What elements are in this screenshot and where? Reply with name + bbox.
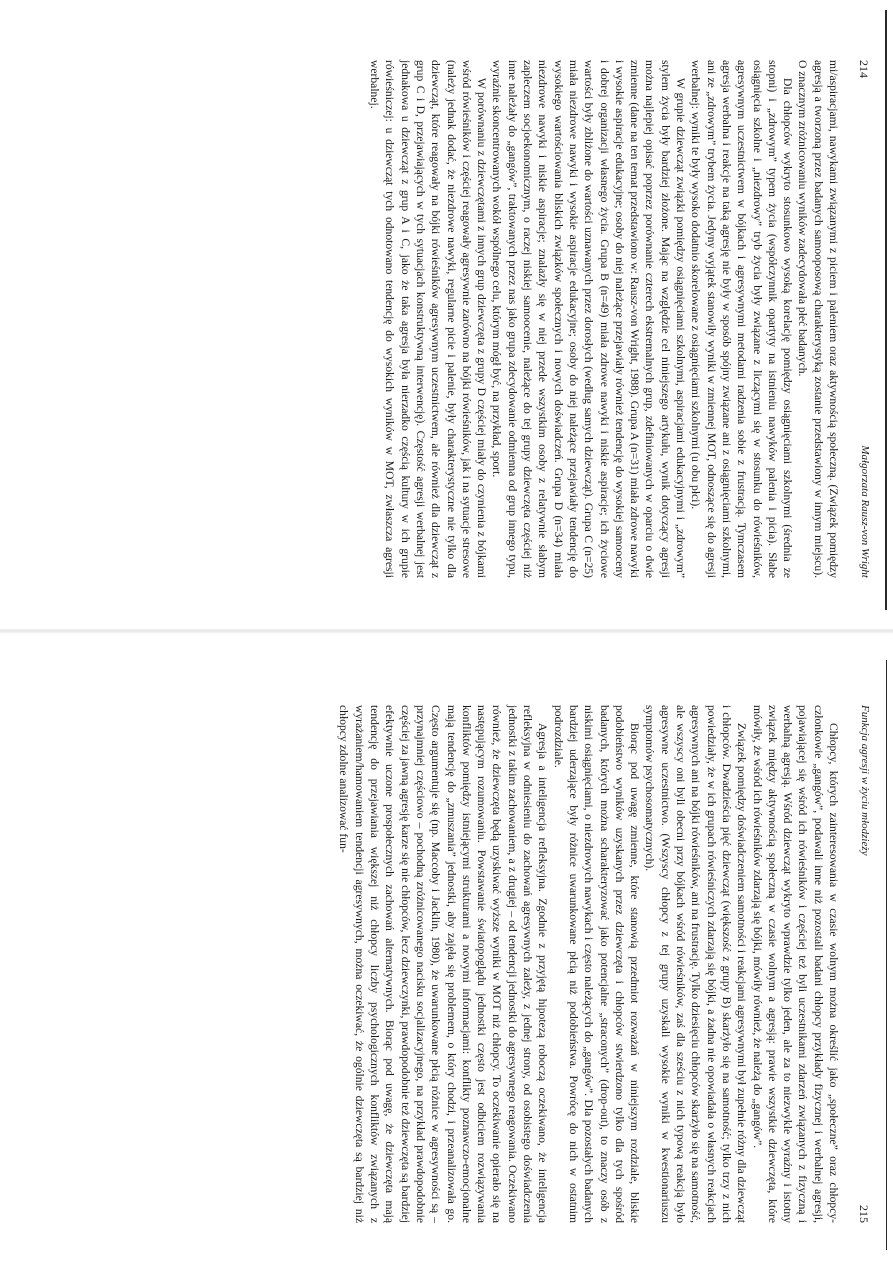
paragraph: Biorąc pod uwagę zmienne, które stanowią przedmiot rozważań w niniejszym rozdziale, bliskie podobieństwo wyników uzyskanych przez dziewczęta i chłopców stwierdzono tylko dla tych spośród badanych, których można scharakteryzować jako potencjalne „straconych” (drop-out), to znaczy osób z niskimi osiągnięciami, o niezdrowych nawykach i często należących do „gangów”. Dla pozostałych badanych bardziej uderzające były różnice uwarunkowane płcią niż podobieństwa. Powrócę do nich w ostatnim podrozdziale. bbox=[551, 705, 642, 1223]
paragraph: Chłopcy, których zainteresowania w czasie wolnym można określić jako „społeczne” oraz chłopcy-członkowie „gangów”, podawali inne niż pozostali badani chłopcy przykłady fizycznej i werbalnej agresji, pojawiającej się wśród ich rówieśników i częściej też byli uczestnikami zdarzeń związanych z fizyczną i werbalną agresją. Wśród dziewcząt wykryto wprawdzie tylko jeden, ale za to niezwykle wyraźny i istotny związek między aktywnością społeczną w czasie wolnym a agresją: prawie wszystkie dziewczęta, które mówiły, że wśród ich rówieśników zdarzają się bójki, mówiły również, że należą do „gangów”. bbox=[750, 705, 840, 1223]
left-page-header bbox=[853, 60, 871, 578]
right-page-header bbox=[853, 705, 871, 1223]
paragraph: W grupie dziewcząt związki pomiędzy osiągnięciami szkolnymi, aspiracjami edukacyjnymi i „zdrowym” stylem życia były bardziej złożone. Mając na względzie cel niniejszego artykułu, wynik dotyczący agresji można najlepiej opisać poprzez porównanie czterech ekstremalnych grup, zdefiniowanych w oparciu o dwie zmienne (dane na ten temat przedstawiono w: Rausz-von Wright, 1988). Grupa A (n=31) miała zdrowe nawyki i wysokie aspiracje edukacyjne; osoby do niej należące przejawiały również tendencję do wysokiej samooceny i dobrej organizacji własnego życia. Grupa B (n=49) miała zdrowe nawyki i niskie aspiracje; ich życiowe wartości były zbliżone do wartości uznawanych przez dorosłych (według samych dziewcząt). Grupa C (n=25) miała niezdrowe nawyki i wysokie aspiracje edukacyjne; osoby do niej należące przejawiały tendencję do wysokiego wartościowania bliskich związków społecznych i nowych doświadczeń. Grupa D (n=34) miała niezdrowe nawyki i niskie aspiracje; znalazły się w niej przede wszystkim osoby z relatywnie słabym zapleczem socjoekonomicznym, o raczej niskiej samoocenie, należące do tej grupy dziewczęta częściej niż inne należały do „gangów”, traktowanych przez nas jako grupa zdecydowanie odmienna od grup innego typu, wyraźnie skoncentrowanych wokół wspólnego celu, którym mógł być, na przykład, sport. bbox=[490, 60, 688, 578]
paragraph: Agresja a inteligencja refleksyjna. Zgodnie z przyjętą hipotezą roboczą oczekiwano, że inteligencja refleksyjna w odniesieniu do zachowań agresywnych zależy, z jednej strony, od osobistego doświadczenia jednostki z takim zachowaniem, a z drugiej – od tendencji jednostki do agresywnego reagowania. Oczekiwano również, że dziewczęta będą uzyskiwać wyższe wyniki w MOT niż chłopcy. To oczekiwanie opierało się na następującym rozumowaniu. Powstawanie światopoglądu jednostki często jest odbiciem rozwiązywania konfliktów pomiędzy istniejącymi strukturami a nowymi informacjami: konflikty poznawczo-emocjonalne mają tendencję do „zmuszania” jednostki, aby zajęła się problemem, o który chodzi, i przeanalizowała go. Często argumentuje się (np. Maccoby i Jacklin, 1980), że uwarunkowane płcią różnice w agresywności są – przynajmniej częściowo – pochodną zróżnicowanego nacisku socjalizacyjnego, na przykład prawdopodobnie częściej za jawną agresję karze się nie chłopców, lecz dziewczynki, prawdopodobnie też dziewczęta są bardziej efektywnie uczone prospołecznych zachowań alternatywnych. Biorąc pod uwagę, że dziewczęta mają tendencję do przejawiania większej niż chłopcy liczby psychologicznych konfliktów związanych z wyrażaniem/hamowaniem tendencji agresywnych, można oczekiwać, że ogólnie dziewczęta są bardziej niż chłopcy zdolne analizować fun- bbox=[337, 705, 550, 1223]
page-number-left: 214 bbox=[857, 60, 871, 78]
book-gutter bbox=[0, 628, 893, 634]
left-page-body bbox=[367, 60, 841, 578]
page-number-right: 215 bbox=[857, 1205, 871, 1223]
paragraph: Dla chłopców wykryto stosunkowo wysoką korelację pomiędzy osiągnięciami szkolnymi (średnia ze stopni) i „zdrowym” typem życia (współczynnik opartyty na istnieniu nawyków palenia i picia). Słabe osiągnięcia szkolne i „niezdrowy” tryb życia były związane z liczącymi się w stosunku do rówieśników, agresywnym uczestnictwem w bójkach i agresywnymi metodami radzenia sobie z frustracją. Tymczasem agresja werbalna i reakcje na taką agresję nie były w sposób spójny związane ani z osiągnięciami szkolnymi, ani ze „zdrowym” trybem życia. Jedyny wyjątek stanowiły wyniki w zmiennej MOT, odnoszące się do agresji werbalnej: wyniki te były wysoko dodatnio skorelowane z osiągnięciami szkolnymi (u obu płci). bbox=[689, 60, 795, 578]
right-page-body bbox=[336, 705, 841, 1223]
running-head-chapter: Funkcja agresji w życiu młodzieży bbox=[859, 705, 871, 856]
paragraph: W porównaniu z dziewczętami z innych grup dziewczęta z grupy D częściej miały do czynienia z bójkami wśród rówieśników i częściej reagowały agresywnie zarówno na bójki rówieśników, jak i na sytuacje stresowe (należy jednak dodać, że niezdrowe nawyki, regularne picie i palenie, były charakterystyczne nie tylko dla dziewcząt, które reagowały na bójki rówieśników agresywnym uczestnictwem, ale również dla dziewcząt z grup C i D, przejawiających w tych sytuacjach konstruktywną interwencję). Częstość agresji werbalnej jest jednakowa u dziewcząt z grup A i C, jako że taka agresja była nierzadko częścią kultury w ich grupie rówieśniczej: u dziewcząt tych odnotowano tendencję do wysokich wyników w MOT, zwłaszcza agresji werbalnej. bbox=[368, 60, 489, 578]
paragraph: Związek pomiędzy doświadczeniem samotności i reakcjami agresywnymi był zupełnie różny dla dziewcząt i chłopców. Dwadzieścia pięć dziewcząt (większość z grupy B) skarżyło się na samotność; tylko trzy z nich powiedziały, że w ich grupach rówieśniczych zdarzają się bójki, a żadna nie opowiadała o własnych reakcjach agresywnych ani na bójki rówieśników, ani na frustrację. Tylko dziesięciu chłopców skarżyło się na samotność, ale wszyscy oni byli obecni przy bójkach wśród rówieśników, zaś dla sześciu z nich typową reakcją było agresywne uczestnictwo. (Wszyscy chłopcy z tej grupy uzyskali wysokie wyniki w kwestionariuszu symptomów psychosomatycznych). bbox=[643, 705, 749, 1223]
right-page bbox=[0, 645, 893, 1263]
left-page bbox=[0, 0, 893, 618]
paragraph: mi/aspiracjami, nawykami związanymi z piciem i paleniem oraz aktywnością społeczną. (Związek pomiędzy agresją a tworzoną przez badanych samooposową charakterystyką zostanie przedstawiony w innym miejscu). O znacznym zróżnicowaniu wyników zadecydowała płeć badanych. bbox=[796, 60, 840, 578]
running-head-author: Małgorzata Rausz-von Wright bbox=[859, 445, 871, 578]
